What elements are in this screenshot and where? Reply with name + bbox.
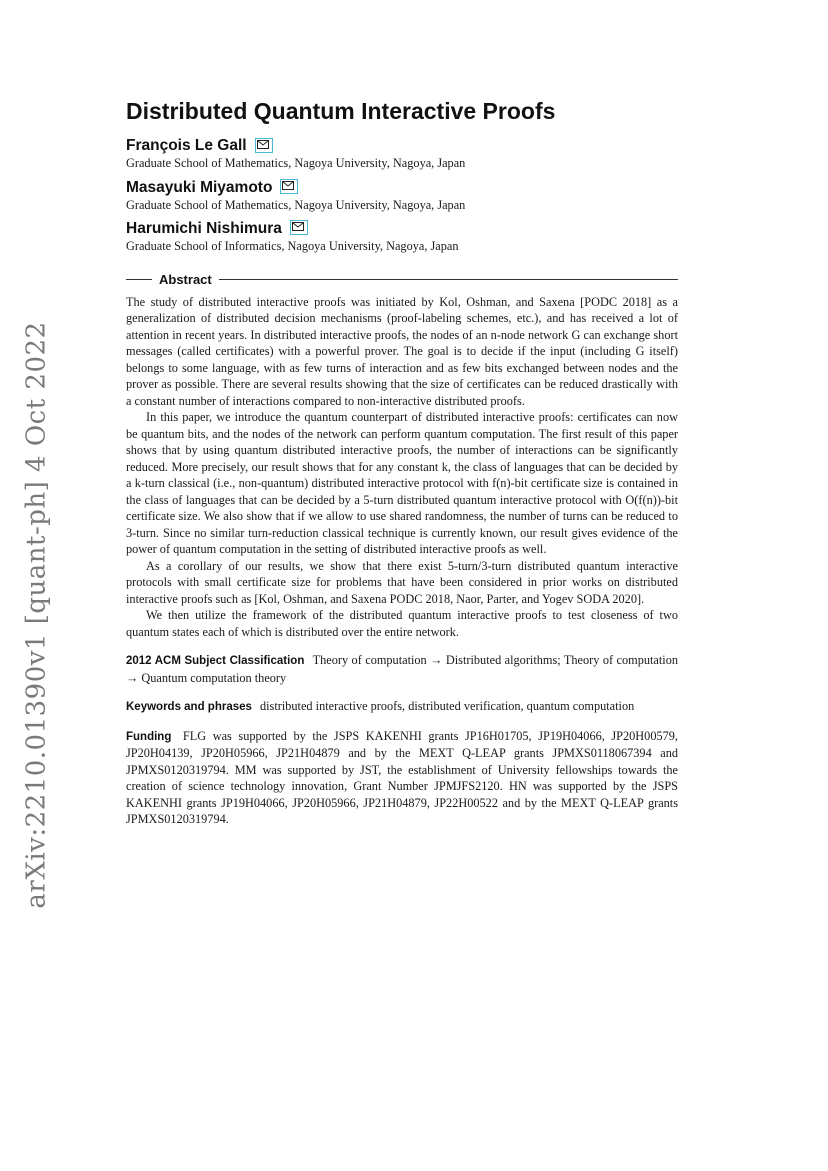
author-affiliation: Graduate School of Mathematics, Nagoya University, Nagoya, Japan xyxy=(126,156,466,171)
abstract-rule-left xyxy=(126,279,152,280)
abstract-paragraph: As a corollary of our results, we show that there exist 5-turn/3-turn distributed quantum interactive protocols with small certificate size for problems that have been considered in prior works on distributed interactive proofs such as [Kol, Oshman, and Saxena PODC 2018, Naor, Parter, and Yogev SODA 2020]. xyxy=(126,558,678,606)
author-affiliation: Graduate School of Informatics, Nagoya University, Nagoya, Japan xyxy=(126,238,459,253)
acm-label: 2012 ACM Subject Classification xyxy=(126,655,305,668)
mail-icon[interactable] xyxy=(280,179,298,194)
author-name: Masayuki Miyamoto xyxy=(126,178,273,196)
funding-text: FLG was supported by the JSPS KAKENHI grants JP16H01705, JP19H04066, JP20H00579, JP20H04139, JP20H05966, JP21H04879 and by the MEXT Q-LEAP grants JPMXS0118067394 and JPMXS0120319794. MM was supported by JST, the establishment of University fellowships towards the creation of science technology innovation, Grant Number JPMJFS2120. HN was supported by the JSPS KAKENHI grants JP19H04066, JP20H05966, JP21H04879, JP22H00522 and by the MEXT Q-LEAP grants JPMXS0120319794. xyxy=(126,728,678,827)
funding xyxy=(126,728,678,828)
abstract-heading xyxy=(126,272,678,287)
author-affiliation: Graduate School of Mathematics, Nagoya University, Nagoya, Japan xyxy=(126,197,466,212)
author-block xyxy=(126,178,678,212)
acm-text: Theory of computation → Distributed algorithms; Theory of computation → Quantum computation theory xyxy=(126,653,679,685)
abstract-paragraph: The study of distributed interactive proofs was initiated by Kol, Oshman, and Saxena [PODC 2018] as a generalization of distributed decision mechanisms (proof-labeling schemes, etc.), and has received a lot of attention in recent years. In distributed interactive proofs, the nodes of an n-node network G can exchange short messages (called certificates) with a powerful prover. The goal is to decide if the input (including G itself) belongs to some language, with as few turns of interaction and as few bits exchanged between nodes and the prover as possible. There are several results showing that the size of certificates can be reduced drastically with a constant number of interactions compared to non-interactive distributed proofs. xyxy=(126,294,678,408)
author-name: François Le Gall xyxy=(126,137,247,155)
arxiv-identifier: arXiv:2210.01390v1 [quant-ph] 4 Oct 2022 xyxy=(22,321,52,909)
mail-icon[interactable] xyxy=(290,220,308,235)
abstract-label: Abstract xyxy=(159,271,212,287)
abstract-rule-right xyxy=(219,279,678,280)
paper-content xyxy=(126,98,678,828)
author-block xyxy=(126,137,678,171)
author-name: Harumichi Nishimura xyxy=(126,219,282,237)
mail-icon[interactable] xyxy=(255,138,273,153)
keywords xyxy=(126,698,678,716)
arxiv-side-stamp xyxy=(14,321,60,909)
keywords-text: distributed interactive proofs, distributed verification, quantum computation xyxy=(259,699,635,714)
abstract-paragraph: We then utilize the framework of the distributed quantum interactive proofs to test closeness of two quantum states each of which is distributed over the entire network. xyxy=(126,608,678,639)
author-block xyxy=(126,220,678,254)
funding-label: Funding xyxy=(126,730,172,743)
acm-classification xyxy=(126,652,678,686)
paper-title: Distributed Quantum Interactive Proofs xyxy=(126,98,556,124)
abstract-paragraph: In this paper, we introduce the quantum counterpart of distributed interactive proofs: certificates can now be quantum bits, and the nodes of the network can perform quantum computation. The first result of this paper shows that by using quantum distributed interactive proofs, the number of interactions can be significantly reduced. More precisely, our result shows that for any constant k, the class of languages that can be decided by a k-turn classical (i.e., non-quantum) distributed interactive protocol with f(n)-bit certificate size is contained in the class of languages that can be decided by a 5-turn distributed quantum interactive protocol with O(f(n))-bit certificate size. We also show that if we allow to use shared randomness, the number of turns can be reduced to 3-turn. Since no similar turn-reduction classical technique is currently known, our result gives evidence of the power of quantum computation in the setting of distributed interactive proofs as well. xyxy=(126,410,678,557)
keywords-label: Keywords and phrases xyxy=(126,701,252,714)
